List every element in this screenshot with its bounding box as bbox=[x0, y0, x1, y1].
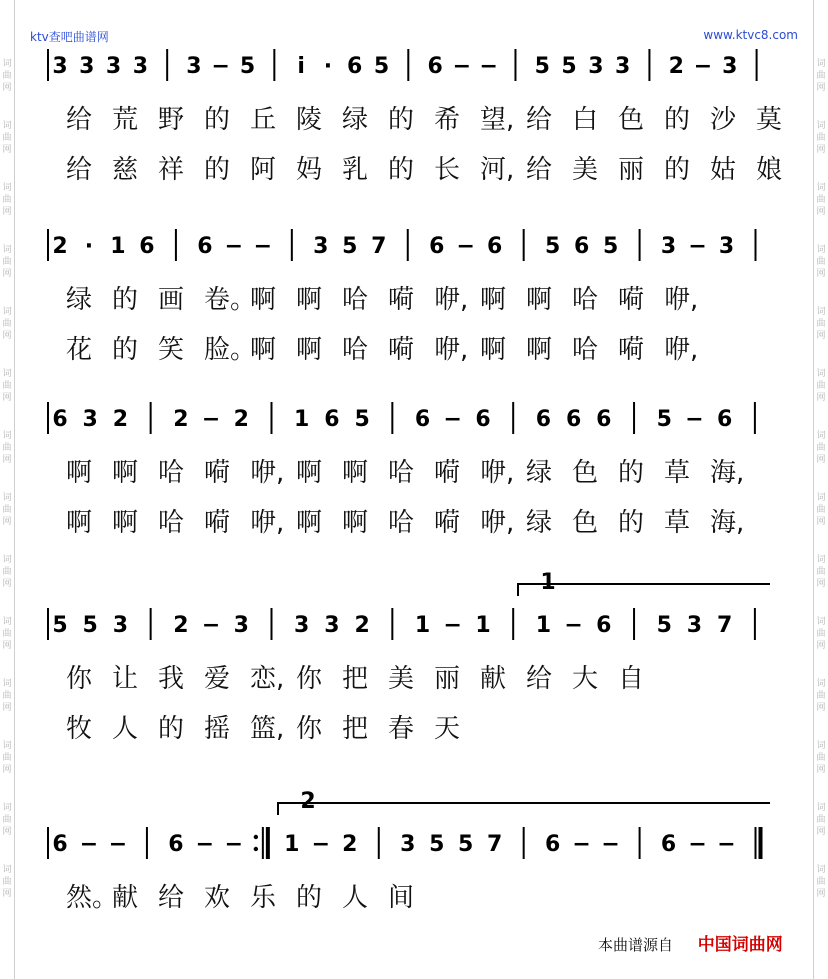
note: 7 bbox=[371, 234, 387, 259]
note: 3 bbox=[82, 407, 98, 432]
lyric-char: 爱 bbox=[204, 664, 231, 694]
note: 6 bbox=[168, 832, 184, 857]
lyric-char: 嗬 bbox=[618, 335, 645, 365]
lyric-char: 丽 bbox=[618, 155, 645, 185]
lyric-char: 大 bbox=[572, 664, 599, 694]
lyric-char: 咿, bbox=[664, 285, 699, 315]
note: 5 bbox=[561, 54, 577, 79]
note: 5 bbox=[373, 54, 390, 79]
lyric-char: 哈 bbox=[388, 458, 415, 488]
lyric-char: 咿, bbox=[434, 335, 469, 365]
lyric-char: 你 bbox=[66, 664, 93, 694]
lyric-char: 哈 bbox=[158, 508, 185, 538]
note: 3 bbox=[186, 54, 202, 79]
note: 6 bbox=[544, 832, 561, 857]
watermark-text: 词 曲 网 bbox=[816, 431, 826, 465]
note: 7 bbox=[717, 613, 733, 638]
note: 6 bbox=[475, 407, 491, 432]
lyric-char: 绿 bbox=[526, 508, 553, 538]
note: · bbox=[84, 234, 94, 259]
lyric-char: 草 bbox=[664, 508, 691, 538]
watermark-text: 词 曲 网 bbox=[816, 59, 826, 93]
lyric-char: 卷。 bbox=[204, 285, 257, 315]
volta-number: 2 bbox=[300, 789, 316, 814]
watermark-text: 词 曲 网 bbox=[816, 741, 826, 775]
lyric-char: 啊 bbox=[250, 335, 277, 365]
note: 3 bbox=[105, 54, 122, 79]
note: 5 bbox=[82, 613, 98, 638]
note: 6 bbox=[573, 234, 590, 259]
note: − bbox=[224, 832, 244, 857]
lyric-char: 啊 bbox=[66, 458, 93, 488]
note: 3 bbox=[233, 613, 249, 638]
lyric-char: 啊 bbox=[526, 335, 553, 365]
note: 6 bbox=[324, 407, 340, 432]
note: 3 bbox=[614, 54, 631, 79]
note: − bbox=[456, 234, 475, 259]
note: 5 bbox=[544, 234, 561, 259]
lyric-char: 绿 bbox=[66, 285, 93, 315]
note: − bbox=[195, 832, 215, 857]
lyric-char: 给 bbox=[66, 105, 93, 135]
lyric-char: 长 bbox=[434, 155, 461, 185]
lyric-char: 啊 bbox=[112, 458, 139, 488]
note: − bbox=[693, 54, 713, 79]
note: 2 bbox=[112, 407, 129, 432]
note: 1 bbox=[294, 407, 310, 432]
note: − bbox=[685, 407, 704, 432]
lyric-char: 把 bbox=[342, 664, 369, 694]
lyric-char: 哈 bbox=[342, 335, 369, 365]
lyric-char: 乳 bbox=[342, 155, 369, 185]
lyric-char: 嗬 bbox=[434, 508, 461, 538]
note: 6 bbox=[139, 234, 155, 259]
note: 5 bbox=[52, 613, 68, 638]
lyric-char: 自 bbox=[618, 664, 645, 694]
lyric-char: 然。 bbox=[66, 883, 119, 913]
lyric-char: 色 bbox=[618, 105, 645, 135]
note: · bbox=[323, 54, 333, 79]
lyric-char: 妈 bbox=[296, 155, 323, 185]
lyric-char: 把 bbox=[342, 714, 369, 744]
lyric-char: 给 bbox=[526, 105, 553, 135]
note: 5 bbox=[656, 407, 672, 432]
lyric-char: 嗬 bbox=[204, 508, 231, 538]
lyric-char: 我 bbox=[158, 664, 185, 694]
lyric-char: 天 bbox=[434, 714, 461, 744]
lyric-char: 望, bbox=[480, 105, 515, 135]
note: 5 bbox=[342, 234, 358, 259]
lyric-char: 色 bbox=[572, 458, 599, 488]
note: 3 bbox=[686, 613, 703, 638]
note: 6 bbox=[429, 234, 445, 259]
note: 1 bbox=[110, 234, 126, 259]
lyric-char: 的 bbox=[112, 285, 139, 315]
note: 3 bbox=[400, 832, 416, 857]
lyric-char: 陵 bbox=[296, 105, 323, 135]
watermark-text: 词 曲 网 bbox=[816, 369, 826, 403]
lyric-char: 娘 bbox=[756, 155, 783, 185]
repeat-dot bbox=[254, 847, 258, 851]
note: 6 bbox=[347, 54, 363, 79]
watermark-text: 词 曲 网 bbox=[816, 617, 826, 651]
lyric-char: 的 bbox=[204, 155, 231, 185]
lyric-char: 给 bbox=[526, 155, 553, 185]
note: 3 bbox=[588, 54, 604, 79]
note: 1 bbox=[535, 613, 552, 638]
lyric-char: 美 bbox=[572, 155, 599, 185]
lyric-char: 的 bbox=[158, 714, 185, 744]
lyric-char: 咿, bbox=[664, 335, 699, 365]
lyric-char: 给 bbox=[66, 155, 93, 185]
note: 3 bbox=[52, 54, 68, 79]
watermark-text: 词 曲 网 bbox=[2, 803, 12, 837]
note: 6 bbox=[197, 234, 213, 259]
lyric-char: 献 bbox=[480, 664, 507, 694]
lyric-char: 荒 bbox=[112, 105, 139, 135]
lyric-char: 咿, bbox=[480, 508, 515, 538]
lyric-char: 你 bbox=[296, 664, 323, 694]
lyric-char: 啊 bbox=[250, 285, 277, 315]
watermark-text: 词 曲 网 bbox=[2, 493, 12, 527]
lyric-char: 河, bbox=[480, 155, 515, 185]
note: 6 bbox=[565, 407, 582, 432]
lyric-char: 阿 bbox=[250, 155, 277, 185]
note: − bbox=[443, 613, 462, 638]
note: 3 bbox=[660, 234, 677, 259]
lyric-char: 嗬 bbox=[204, 458, 231, 488]
note: − bbox=[688, 234, 707, 259]
note: 6 bbox=[535, 407, 552, 432]
lyric-char: 草 bbox=[664, 458, 691, 488]
lyric-char: 丘 bbox=[250, 105, 277, 135]
note: 3 bbox=[324, 613, 340, 638]
lyric-char: 慈 bbox=[112, 155, 139, 185]
lyric-char: 野 bbox=[158, 105, 185, 135]
note: 6 bbox=[660, 832, 677, 857]
lyric-char: 啊 bbox=[296, 285, 323, 315]
watermark-text: 词 曲 网 bbox=[816, 865, 826, 899]
watermark-text: 词 曲 网 bbox=[2, 555, 12, 589]
volta-bracket bbox=[518, 584, 770, 596]
watermark-text: 词 曲 网 bbox=[2, 183, 12, 217]
note: 5 bbox=[458, 832, 474, 857]
watermark-text: 词 曲 网 bbox=[2, 865, 12, 899]
lyric-char: 哈 bbox=[572, 335, 599, 365]
lyric-char: 的 bbox=[204, 105, 231, 135]
watermark-text: 词 曲 网 bbox=[816, 493, 826, 527]
watermark-text: 词 曲 网 bbox=[2, 431, 12, 465]
watermark-text: 词 曲 网 bbox=[816, 121, 826, 155]
lyric-char: 沙 bbox=[710, 105, 737, 135]
footer-source bbox=[598, 930, 783, 955]
note: 2 bbox=[173, 407, 189, 432]
note: − bbox=[564, 613, 583, 638]
note: − bbox=[688, 832, 707, 857]
lyric-char: 绿 bbox=[342, 105, 369, 135]
lyric-char: 人 bbox=[112, 714, 139, 744]
lyric-char: 希 bbox=[434, 105, 461, 135]
lyric-char: 啊 bbox=[480, 285, 507, 315]
note: 6 bbox=[717, 407, 733, 432]
note: 6 bbox=[414, 407, 431, 432]
note: − bbox=[601, 832, 620, 857]
note: 2 bbox=[173, 613, 189, 638]
note: 2 bbox=[668, 54, 684, 79]
volta-bracket bbox=[278, 803, 770, 815]
lyric-char: 花 bbox=[66, 335, 93, 365]
lyric-char: 间 bbox=[388, 883, 415, 913]
lyric-char: 哈 bbox=[572, 285, 599, 315]
lyric-char: 的 bbox=[388, 105, 415, 135]
lyric-char: 绿 bbox=[526, 458, 553, 488]
lyric-char: 海, bbox=[710, 458, 745, 488]
note: − bbox=[211, 54, 230, 79]
header-left-site: ktv查吧曲谱网 bbox=[30, 30, 109, 44]
lyric-char: 海, bbox=[710, 508, 745, 538]
note: 5 bbox=[602, 234, 619, 259]
lyric-char: 的 bbox=[112, 335, 139, 365]
lyric-char: 的 bbox=[388, 155, 415, 185]
note: − bbox=[479, 54, 498, 79]
lyric-char: 啊 bbox=[112, 508, 139, 538]
lyric-char: 牧 bbox=[66, 714, 93, 744]
repeat-dot bbox=[254, 835, 258, 839]
lyric-char: 丽 bbox=[434, 664, 461, 694]
lyric-char: 啊 bbox=[296, 508, 323, 538]
note: 5 bbox=[429, 832, 445, 857]
volta-number: 1 bbox=[540, 570, 556, 595]
note: 1 bbox=[414, 613, 431, 638]
note: 3 bbox=[112, 613, 129, 638]
lyric-char: 哈 bbox=[158, 458, 185, 488]
lyric-char: 你 bbox=[296, 714, 323, 744]
note: 3 bbox=[132, 54, 149, 79]
note: 2 bbox=[233, 407, 249, 432]
lyric-char: 咿, bbox=[480, 458, 515, 488]
note: 3 bbox=[79, 54, 95, 79]
lyric-char: 的 bbox=[664, 105, 691, 135]
lyric-char: 篮, bbox=[250, 714, 285, 744]
note: − bbox=[224, 234, 244, 259]
lyric-char: 啊 bbox=[342, 508, 369, 538]
lyric-char: 让 bbox=[112, 664, 139, 694]
lyric-char: 给 bbox=[526, 664, 553, 694]
lyric-char: 的 bbox=[618, 458, 645, 488]
lyric-char: 的 bbox=[618, 508, 645, 538]
note: − bbox=[717, 832, 736, 857]
lyric-char: 咿, bbox=[250, 508, 285, 538]
note: 3 bbox=[718, 234, 735, 259]
lyric-char: 给 bbox=[158, 883, 185, 913]
note: − bbox=[201, 613, 221, 638]
watermark-text: 词 曲 网 bbox=[2, 59, 12, 93]
note: − bbox=[311, 832, 331, 857]
lyric-char: 啊 bbox=[66, 508, 93, 538]
lyric-char: 哈 bbox=[388, 508, 415, 538]
note: 6 bbox=[52, 832, 68, 857]
note: 1 bbox=[284, 832, 300, 857]
footer-source-label: 本曲谱源自 bbox=[598, 936, 674, 954]
lyric-char: 嗬 bbox=[618, 285, 645, 315]
lyric-char: 嗬 bbox=[388, 335, 415, 365]
watermark-text: 词 曲 网 bbox=[816, 307, 826, 341]
lyric-char: 人 bbox=[342, 883, 369, 913]
note: 6 bbox=[52, 407, 68, 432]
watermark-text: 词 曲 网 bbox=[816, 555, 826, 589]
lyric-char: 莫 bbox=[756, 105, 783, 135]
note: 5 bbox=[354, 407, 370, 432]
watermark-text: 词 曲 网 bbox=[816, 679, 826, 713]
note: − bbox=[572, 832, 591, 857]
note: − bbox=[452, 54, 472, 79]
note: 3 bbox=[294, 613, 310, 638]
note: 5 bbox=[534, 54, 550, 79]
note: 5 bbox=[656, 613, 672, 638]
lyric-char: 美 bbox=[388, 664, 415, 694]
note: − bbox=[201, 407, 221, 432]
watermark-text: 词 曲 网 bbox=[2, 307, 12, 341]
lyric-char: 脸。 bbox=[204, 335, 257, 365]
lyric-char: 啊 bbox=[296, 335, 323, 365]
note: 1 bbox=[475, 613, 491, 638]
note: 2 bbox=[52, 234, 68, 259]
note: 6 bbox=[487, 234, 503, 259]
watermark-text: 词 曲 网 bbox=[816, 803, 826, 837]
note: 2 bbox=[342, 832, 358, 857]
note: 6 bbox=[596, 407, 612, 432]
note: 6 bbox=[427, 54, 443, 79]
watermark-text: 词 曲 网 bbox=[2, 617, 12, 651]
lyric-char: 春 bbox=[388, 714, 415, 744]
lyric-char: 白 bbox=[572, 105, 599, 135]
watermark-text: 词 曲 网 bbox=[816, 183, 826, 217]
lyric-char: 笑 bbox=[158, 335, 185, 365]
lyric-char: 的 bbox=[296, 883, 323, 913]
note: 3 bbox=[313, 234, 329, 259]
note: − bbox=[79, 832, 99, 857]
note: 7 bbox=[487, 832, 503, 857]
watermark-text: 词 曲 网 bbox=[2, 741, 12, 775]
lyric-char: 嗬 bbox=[434, 458, 461, 488]
note: 5 bbox=[239, 54, 256, 79]
lyric-char: 乐 bbox=[250, 883, 277, 913]
lyric-char: 摇 bbox=[204, 714, 231, 744]
lyric-char: 嗬 bbox=[388, 285, 415, 315]
watermark-text: 词 曲 网 bbox=[2, 679, 12, 713]
note: 3 bbox=[722, 54, 738, 79]
lyric-char: 献 bbox=[112, 883, 139, 913]
lyric-char: 啊 bbox=[526, 285, 553, 315]
watermark-text: 词 曲 网 bbox=[2, 369, 12, 403]
lyric-char: 欢 bbox=[204, 883, 231, 913]
lyric-char: 啊 bbox=[342, 458, 369, 488]
watermark-text: 词 曲 网 bbox=[2, 121, 12, 155]
note: i bbox=[297, 54, 305, 79]
footer-source-name: 中国词曲网 bbox=[697, 935, 783, 955]
lyric-char: 咿, bbox=[434, 285, 469, 315]
lyric-char: 画 bbox=[158, 285, 185, 315]
lyric-char: 的 bbox=[664, 155, 691, 185]
watermark-text: 词 曲 网 bbox=[816, 245, 826, 279]
lyric-char: 祥 bbox=[158, 155, 185, 185]
lyric-char: 啊 bbox=[296, 458, 323, 488]
note: − bbox=[108, 832, 128, 857]
lyric-char: 啊 bbox=[480, 335, 507, 365]
note: − bbox=[253, 234, 273, 259]
lyric-char: 哈 bbox=[342, 285, 369, 315]
lyric-char: 恋, bbox=[250, 664, 285, 694]
note: − bbox=[443, 407, 462, 432]
lyric-char: 咿, bbox=[250, 458, 285, 488]
lyric-char: 色 bbox=[572, 508, 599, 538]
lyric-char: 姑 bbox=[710, 155, 737, 185]
note: 6 bbox=[596, 613, 612, 638]
header-right-site: www.ktvc8.com bbox=[703, 28, 798, 42]
note: 2 bbox=[354, 613, 370, 638]
watermark-text: 词 曲 网 bbox=[2, 245, 12, 279]
